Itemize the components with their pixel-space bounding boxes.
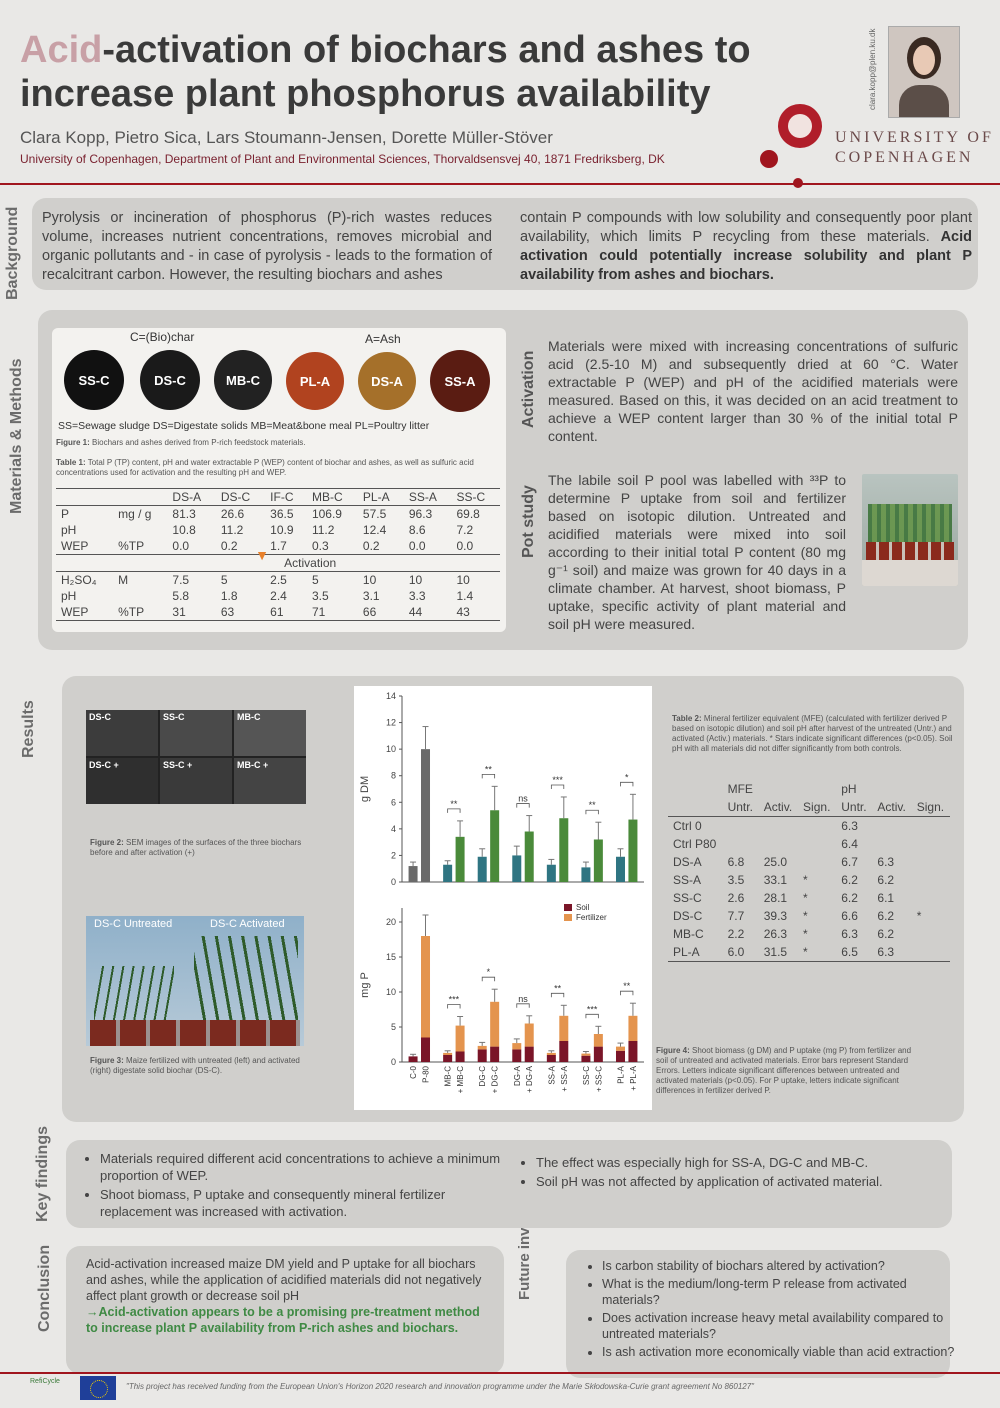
significance-bracket	[586, 1014, 598, 1018]
legend-swatch	[564, 914, 572, 921]
bar-soil	[547, 1055, 556, 1062]
legend-label: Soil	[576, 903, 590, 912]
bar	[581, 867, 590, 882]
section-label-results: Results	[20, 700, 37, 758]
header-divider	[0, 183, 1000, 185]
y-axis-label: g DM	[359, 775, 371, 803]
bar-fertilizer	[421, 936, 430, 1038]
bar	[525, 832, 534, 882]
significance-bracket	[448, 1005, 460, 1009]
y-tick-label: 10	[385, 987, 396, 997]
fig4-caption: Figure 4: Shoot biomass (g DM) and P uptake (mg P) from fertilizer and soil of untreated and activated materials. Error bars represent Standard Errors. Letters indicate significant differences between untreated and activated materials (p<0.05). For P uptake, letters indicate significant differences in fertilizer derived P.	[656, 1046, 912, 1095]
significance-label: ns	[518, 993, 528, 1004]
bar-fertilizer	[456, 1026, 465, 1052]
footer-divider	[0, 1372, 1000, 1374]
bar	[478, 857, 487, 882]
x-tick-label: SS-A	[547, 1066, 557, 1085]
table2-sub-header: Untr. Activ. Sign. Untr. Activ. Sign.	[668, 798, 950, 817]
y-tick-label: 10	[385, 744, 396, 755]
list-item: • What is the medium/long-term P release from activated materials?	[602, 1276, 958, 1308]
sem-image: DS-C +	[86, 758, 158, 804]
sample-ss-c: SS-C	[64, 350, 124, 410]
list-item: • Is ash activation more economically viable than acid extraction?	[602, 1344, 958, 1360]
future-list	[584, 1258, 958, 1362]
authors: Clara Kopp, Pietro Sica, Lars Stoumann-Jensen, Dorette Müller-Stöver	[20, 128, 553, 147]
pot-study-photo	[862, 474, 958, 586]
bar-soil	[559, 1041, 568, 1062]
list-item: • Soil pH was not affected by application of activated material.	[536, 1173, 956, 1190]
fig1-caption: Figure 1: Biochars and ashes derived from P-rich feedstock materials.	[56, 438, 306, 447]
bar	[559, 818, 568, 882]
ash-label: A=Ash	[365, 332, 401, 346]
significance-bracket	[620, 782, 632, 786]
photo-label-activated: DS-C Activated	[210, 918, 285, 930]
significance-label: **	[450, 798, 458, 809]
decorative-dot	[760, 150, 778, 168]
activation-text: Materials were mixed with increasing concentrations of sulfuric acid (2.5-10 M) and subsequently dried at 60 °C. Water extractable P (WEP) and pH of the acidified materials were measured. Based on this, it was decided on an acid treatment to achieve a WEP content larger than 30 % of the initial total P content.	[548, 338, 958, 444]
author-photo	[888, 26, 960, 118]
bar-soil	[421, 1038, 430, 1063]
bar	[616, 857, 625, 882]
sample-pl-a: PL-A	[286, 352, 344, 410]
y-tick-label: 6	[390, 797, 396, 808]
significance-bracket	[586, 810, 598, 814]
section-label-materials: Materials & Methods	[8, 358, 25, 514]
x-tick-label: DG-C	[478, 1066, 488, 1087]
sem-image: SS-C	[160, 710, 232, 756]
bar	[594, 839, 603, 882]
refucycle-logo: RefiCycle	[30, 1378, 60, 1385]
x-tick-label: DG-A	[512, 1066, 522, 1086]
table1-caption: Table 1: Total P (TP) content, pH and water extractable P (WEP) content of biochar and ashes, as well as sulfuric acid concentrations used for activation and the resulting pH and WEP.	[56, 458, 474, 477]
affiliation: University of Copenhagen, Department of Plant and Environmental Sciences, Thorvaldsensvej 40, 1871 Fredriksberg, DK	[20, 152, 665, 166]
y-tick-label: 4	[390, 823, 396, 834]
bar-soil	[478, 1049, 487, 1062]
section-label-activation: Activation	[520, 350, 537, 428]
table2-caption: Table 2: Mineral fertilizer equivalent (MFE) (calculated with fertilizer derived P based on isotopic dilution) and soil pH after harvest of the untreated (Untr.) and activated (Activ.) materials. * Stars indicate significant differences (p<0.05). Soil pH with all materials did not differ significantly from both controls.	[672, 714, 953, 753]
table-row: Ctrl 0 6.3	[673, 819, 858, 833]
significance-label: ns	[518, 793, 528, 804]
significance-label: **	[588, 800, 596, 811]
x-tick-label: PL-A	[616, 1066, 626, 1084]
table-row: SS-A 3.5 33.1 * 6.2 6.2	[673, 873, 895, 887]
sem-images	[86, 710, 306, 804]
significance-label: **	[554, 983, 562, 994]
x-tick-label: + PL-A	[628, 1066, 638, 1091]
x-tick-label: + SS-A	[559, 1066, 569, 1092]
table2-group-header: MFE pH	[727, 782, 857, 796]
x-tick-label: C-0	[409, 1066, 419, 1079]
table-row: Ctrl P80 6.4	[673, 837, 858, 851]
bar	[547, 865, 556, 882]
significance-bracket	[551, 785, 563, 789]
bar-fertilizer	[525, 1024, 534, 1047]
x-tick-label: P-80	[421, 1066, 431, 1083]
author-email: clara.kopp@plen.ku.dk	[868, 28, 877, 110]
sample-ss-a: SS-A	[430, 350, 490, 412]
arrow-down-icon: ▼	[255, 547, 270, 563]
significance-bracket	[551, 993, 563, 997]
section-label-background: Background	[4, 206, 21, 300]
eu-flag-icon	[80, 1376, 116, 1400]
y-tick-label: 2	[390, 850, 396, 861]
bar-fertilizer	[478, 1046, 487, 1050]
y-tick-label: 14	[385, 691, 396, 701]
divider-dot	[793, 178, 803, 188]
bar-fertilizer	[512, 1043, 521, 1049]
y-tick-label: 8	[390, 770, 396, 781]
table-row: SS-C 2.6 28.1 * 6.2 6.1	[673, 891, 895, 905]
y-tick-label: 15	[385, 952, 396, 962]
sample-mb-c: MB-C	[214, 350, 272, 410]
significance-bracket	[482, 774, 494, 778]
bar	[490, 810, 499, 882]
significance-label: **	[484, 764, 492, 775]
significance-bracket	[517, 1004, 529, 1008]
x-tick-label: MB-C	[443, 1066, 453, 1087]
y-tick-label: 0	[390, 1057, 396, 1067]
list-item: • Materials required different acid concentrations to achieve a minimum proportion of WEP.	[100, 1150, 510, 1184]
significance-label: *	[486, 967, 491, 978]
table-row: P mg / g 81.3 26.6 36.5 106.9 57.5 96.3 69.8	[61, 507, 480, 521]
table-row: WEP %TP 0.0 0.2 1.7 0.3 0.2 0.0 0.0	[61, 539, 474, 553]
bar-fertilizer	[547, 1053, 556, 1055]
table-row: DS-C 7.7 39.3 * 6.6 6.2 *	[673, 909, 922, 923]
background-text-left: Pyrolysis or incineration of phosphorus (P)-rich wastes reduces volume, increases nutrient concentrations, removes microbial and organic pollutants and - in case of pyrolysis - leads to the formation of recalcitrant carbon. However, the resulting biochars and ashes	[42, 210, 492, 283]
university-name: UNIVERSITY OF COPENHAGEN	[835, 129, 994, 166]
y-tick-label: 20	[385, 917, 396, 927]
sem-image: MB-C	[234, 710, 306, 756]
bar	[512, 855, 521, 882]
sem-image: SS-C +	[160, 758, 232, 804]
sample-ds-c: DS-C	[140, 350, 200, 410]
bar	[409, 866, 418, 882]
pot-study-text: The labile soil P pool was labelled with ³³P to determine P uptake from soil and fertilizer based on isotopic dilution. Untreated and acidified materials were mixed into soil according to their initial total P content (80 mg g⁻¹ soil) and maize was grown for 40 days in a climate chamber. At harvest, shoot biomass, P uptake, specific activity of plant material and soil pH were measured.	[548, 472, 846, 632]
table-row: pH 5.8 1.8 2.4 3.5 3.1 3.3 1.4	[61, 589, 474, 603]
significance-bracket	[620, 991, 632, 995]
maize-photo	[86, 916, 304, 1046]
table-1	[56, 488, 500, 621]
bar-soil	[512, 1049, 521, 1062]
significance-label: ***	[448, 994, 460, 1005]
char-label: C=(Bio)char	[130, 330, 195, 344]
bar-fertilizer	[628, 1016, 637, 1041]
x-tick-label: + SS-C	[594, 1066, 604, 1093]
sem-image: DS-C	[86, 710, 158, 756]
bar-soil	[594, 1047, 603, 1062]
bar-fertilizer	[559, 1016, 568, 1041]
sem-image: MB-C +	[234, 758, 306, 804]
university-seal-icon	[778, 104, 822, 148]
bar-fertilizer	[594, 1034, 603, 1047]
poster-title: Acid-activation of biochars and ashes to increase plant phosphorus availability	[20, 29, 751, 115]
bar	[421, 749, 430, 882]
table-row: PL-A 6.0 31.5 * 6.5 6.3	[668, 943, 950, 962]
significance-bracket	[517, 804, 529, 808]
list-item: • Does activation increase heavy metal availability compared to untreated materials?	[602, 1310, 958, 1342]
fig3-caption: Figure 3: Maize fertilized with untreated (left) and activated (right) digestate solid biochar (DS-C).	[90, 1056, 300, 1075]
significance-bracket	[448, 809, 460, 813]
list-item: • Is carbon stability of biochars altered by activation?	[602, 1258, 958, 1274]
significance-label: **	[623, 981, 631, 992]
bar-soil	[409, 1056, 418, 1062]
table-row: WEP %TP 31 63 61 71 66 44 43	[56, 604, 500, 621]
y-tick-label: 12	[385, 717, 396, 728]
background-text-right: contain P compounds with low solubility and consequently poor plant availability, which limits P recycling from these materials. Acid activation could potentially increase solubility and plant P availability from ashes and biochars.	[520, 210, 972, 283]
photo-label-untreated: DS-C Untreated	[94, 918, 173, 930]
table-row: DS-A 6.8 25.0 6.7 6.3	[673, 855, 895, 869]
funding-note: "This project has received funding from the European Union's Horizon 2020 research and innovation programme under the Marie Skłodowska-Curie grant agreement No 860127"	[126, 1382, 754, 1391]
y-axis-label: mg P	[359, 972, 371, 998]
table-2	[668, 780, 950, 962]
list-item: • The effect was especially high for SS-A, DG-C and MB-C.	[536, 1154, 956, 1171]
legend-swatch	[564, 904, 572, 911]
table-row: MB-C 2.2 26.3 * 6.3 6.2	[673, 927, 895, 941]
conclusion-text: Acid-activation increased maize DM yield and P uptake for all biochars and ashes, while the application of acidified materials did not negatively affect plant growth or decrease soil pH →Acid-activation appears to be a promising pre-treatment method to increase plant P availability from P-rich ashes and biochars.	[86, 1257, 482, 1335]
bar-fertilizer	[443, 1053, 452, 1055]
bar-soil	[443, 1055, 452, 1062]
x-tick-label: + MB-C	[456, 1066, 466, 1094]
x-tick-label: + DG-C	[490, 1066, 500, 1094]
significance-label: ***	[586, 1004, 598, 1015]
bar-soil	[581, 1056, 590, 1062]
bar-fertilizer	[616, 1047, 625, 1051]
y-tick-label: 0	[390, 877, 396, 887]
key-findings-left	[82, 1150, 510, 1222]
significance-label: *	[624, 772, 629, 783]
table1-activation-row: ▼ Activation	[56, 555, 500, 572]
fig2-caption: Figure 2: SEM images of the surfaces of the three biochars before and after activation (+)	[90, 838, 302, 857]
section-label-conclusion: Conclusion	[36, 1244, 53, 1332]
y-tick-label: 5	[390, 1022, 396, 1032]
bar	[456, 837, 465, 882]
section-label-key-findings: Key findings	[34, 1125, 51, 1222]
bar-fertilizer	[581, 1054, 590, 1056]
table1-header-row: DS-A DS-C IF-C MB-C PL-A SS-A SS-C	[56, 489, 500, 506]
significance-bracket	[482, 977, 494, 981]
bar-soil	[456, 1052, 465, 1063]
x-tick-label: SS-C	[581, 1066, 591, 1086]
bar-soil	[490, 1047, 499, 1062]
list-item: • Shoot biomass, P uptake and consequently mineral fertilizer replacement was increased with activation.	[100, 1186, 510, 1220]
bar-soil	[525, 1047, 534, 1062]
table-row: H₂SO₄ M 7.5 5 2.5 5 10 10 10	[56, 572, 500, 589]
sample-ds-a: DS-A	[358, 352, 416, 410]
key-findings-right	[518, 1154, 956, 1192]
bar-fertilizer	[490, 1002, 499, 1047]
section-label-pot-study: Pot study	[520, 485, 537, 558]
results-chart	[354, 686, 652, 1110]
significance-label: ***	[552, 774, 563, 785]
sample-legend: SS=Sewage sludge DS=Digestate solids MB=Meat&bone meal PL=Poultry litter	[58, 420, 430, 432]
bar	[628, 820, 637, 882]
legend-label: Fertilizer	[576, 913, 607, 922]
x-tick-label: + DG-A	[525, 1066, 535, 1093]
table-row: pH 10.8 11.2 10.9 11.2 12.4 8.6 7.2	[61, 523, 474, 537]
bar-soil	[616, 1051, 625, 1062]
bar	[443, 865, 452, 882]
bar-soil	[628, 1041, 637, 1062]
